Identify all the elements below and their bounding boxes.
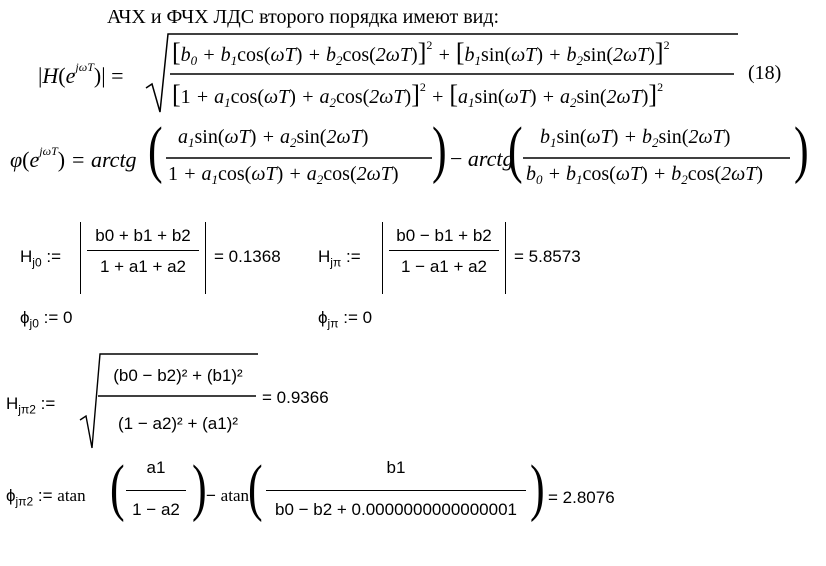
phase-response-lhs: $\varphi(e^{j\omega T})$ = arctg bbox=[10, 144, 137, 172]
abs-bar-right: | bbox=[101, 63, 106, 88]
amplitude-numerator: $[b_0 + b_1\cos(\omega T) + b_2\cos(2\omega T)]^2 + [b_1\sin(\omega T) + b_2\sin(2\omega T)]^2$ bbox=[172, 38, 670, 68]
phase-frac1-den: $1 + a_1\cos(\omega T) + a_2\cos(2\omega T)$ bbox=[168, 163, 399, 187]
phi-jpi2-frac2-num: b1 bbox=[386, 458, 406, 477]
h-jpi-denominator: 1 − a1 + a2 bbox=[389, 250, 499, 277]
equation-number: (18) bbox=[748, 62, 782, 84]
phi-jpi: $\phi_{j\pi}$ := 0 bbox=[318, 308, 373, 331]
atan1-paren-close: ) bbox=[192, 451, 207, 523]
atan2-paren-open: ( bbox=[248, 451, 263, 523]
paren-close-1: ) bbox=[432, 113, 447, 185]
phi-jpi2-result: = 2.8076 bbox=[548, 488, 615, 507]
phi-jpi2-frac2-line bbox=[266, 490, 526, 491]
h-j0-numerator: b0 + b1 + b2 bbox=[95, 226, 191, 245]
amplitude-response-lhs: $|H(e^{j\omega T})|$ = bbox=[38, 60, 124, 88]
h-jpi-label: $H_{j\pi}$ := bbox=[318, 247, 361, 270]
h-j0-label: $H_{j0}$ := bbox=[20, 247, 62, 270]
h-symbol: H bbox=[42, 63, 59, 88]
abs-bar-left: | bbox=[38, 63, 43, 88]
phi-symbol: φ bbox=[10, 147, 23, 172]
phi-jpi2-frac1-den: 1 − a2 bbox=[132, 500, 180, 519]
phi-jpi2-frac1-num: a1 bbox=[146, 458, 166, 477]
paren-open-1: ( bbox=[148, 113, 163, 185]
h-jpi2-denominator: (1 − a2)² + (a1)² bbox=[118, 414, 238, 433]
phase-frac2-den: $b_0 + b_1\cos(\omega T) + b_2\cos(2\omega T)$ bbox=[526, 163, 764, 187]
exponent-jomegaT: jωT bbox=[75, 60, 94, 74]
arctg-1: arctg bbox=[90, 147, 137, 172]
atan-1: atan bbox=[57, 486, 86, 505]
atan1-paren-open: ( bbox=[110, 451, 125, 523]
h-j0-result: = 0.1368 bbox=[214, 247, 281, 266]
phi-jpi2-label: $\phi_{j\pi 2}$ := atan bbox=[6, 486, 86, 509]
phase-arctg-2: − arctg bbox=[450, 146, 514, 171]
phase-frac1-num: $a_1\sin(\omega T) + a_2\sin(2\omega T)$ bbox=[178, 126, 369, 150]
phase-frac2-num: $b_1\sin(\omega T) + b_2\sin(2\omega T)$ bbox=[540, 126, 731, 150]
atan-2-term: − atan bbox=[206, 486, 249, 505]
atan-2: atan bbox=[220, 486, 249, 505]
phi-jpi2-frac2-den: b0 − b2 + 0.0000000000000001 bbox=[274, 500, 518, 519]
h-jpi-numerator: b0 − b1 + b2 bbox=[396, 226, 492, 245]
atan2-paren-close: ) bbox=[530, 451, 545, 523]
paren-close-2: ) bbox=[794, 113, 809, 185]
h-jpi-result: = 5.8573 bbox=[514, 247, 581, 266]
paren-open-2: ( bbox=[508, 113, 523, 185]
heading: АЧХ и ФЧХ ЛДС второго порядка имеют вид: bbox=[107, 6, 500, 28]
h-jpi2-numerator: (b0 − b2)² + (b1)² bbox=[113, 366, 243, 385]
amplitude-denominator: $[1 + a_1\cos(\omega T) + a_2\cos(2\omega T)]^2 + [a_1\sin(\omega T) + a_2\sin(2\omega T)]^2$ bbox=[172, 80, 664, 110]
h-jpi2-label: $H_{j\pi 2}$ := bbox=[6, 394, 56, 417]
phi-jpi2-frac1-line bbox=[126, 490, 186, 491]
h-j0-denominator: 1 + a1 + a2 bbox=[87, 250, 199, 277]
phi-j0: $\phi_{j0}$ := 0 bbox=[20, 308, 73, 331]
e-symbol: e bbox=[65, 63, 76, 88]
h-jpi-abs bbox=[382, 222, 506, 294]
h-jpi2-result: = 0.9366 bbox=[262, 388, 329, 407]
h-j0-abs bbox=[80, 222, 206, 294]
